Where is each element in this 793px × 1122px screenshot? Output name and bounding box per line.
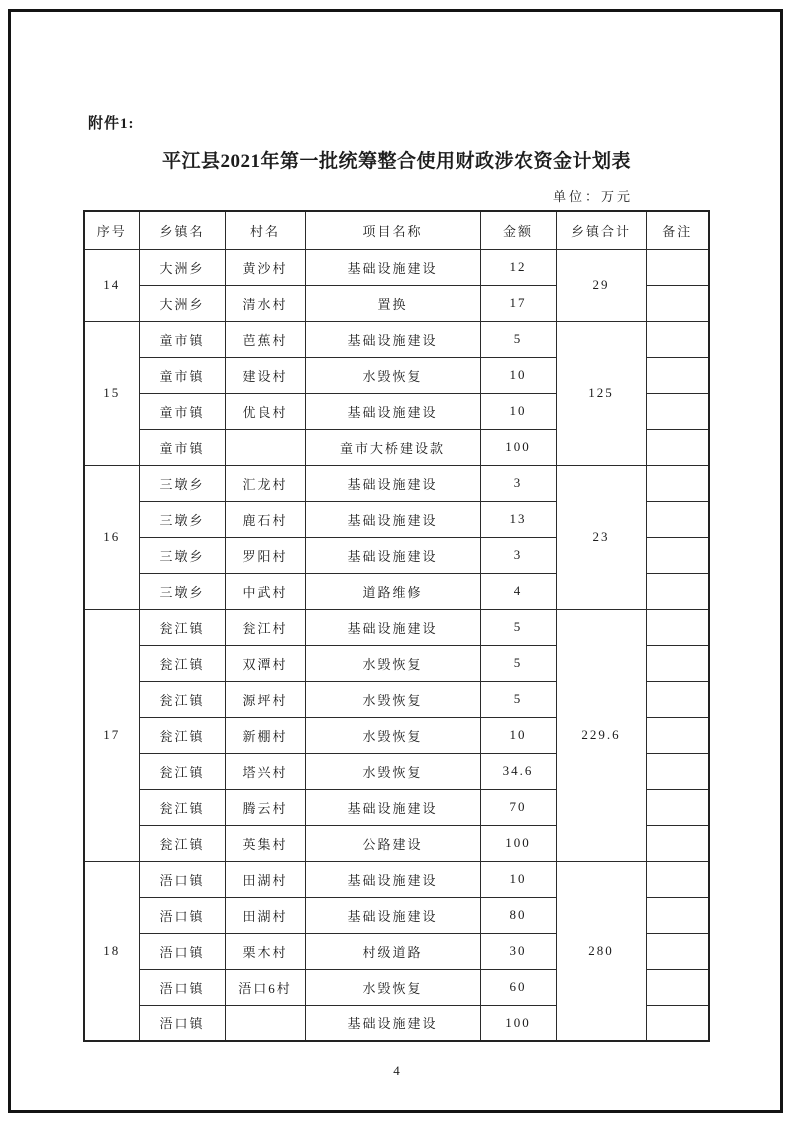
project-cell: 基础设施建设 — [305, 897, 480, 933]
township-cell: 大洲乡 — [139, 249, 225, 285]
project-cell: 基础设施建设 — [305, 393, 480, 429]
table-row — [84, 249, 709, 285]
township-cell: 三墩乡 — [139, 465, 225, 501]
amount-cell: 5 — [480, 681, 556, 717]
village-cell: 优良村 — [225, 393, 305, 429]
amount-cell: 10 — [480, 717, 556, 753]
total-cell: 125 — [556, 321, 646, 465]
project-cell: 村级道路 — [305, 933, 480, 969]
header-village: 村名 — [225, 211, 305, 249]
project-cell: 水毁恢复 — [305, 357, 480, 393]
header-project: 项目名称 — [305, 211, 480, 249]
project-cell: 基础设施建设 — [305, 501, 480, 537]
township-cell: 瓮江镇 — [139, 753, 225, 789]
remark-cell — [646, 609, 709, 645]
unit-label: 单位：万元 — [552, 189, 633, 204]
remark-cell — [646, 933, 709, 969]
attachment-label: 附件1: — [88, 116, 135, 132]
remark-cell — [646, 1005, 709, 1041]
village-cell: 瓮江村 — [225, 609, 305, 645]
amount-cell: 100 — [480, 825, 556, 861]
seq-cell: 17 — [84, 609, 139, 861]
amount-cell: 5 — [480, 321, 556, 357]
header-township-total: 乡镇合计 — [556, 211, 646, 249]
seq-cell: 16 — [84, 465, 139, 609]
township-cell: 浯口镇 — [139, 933, 225, 969]
amount-cell: 80 — [480, 897, 556, 933]
remark-cell — [646, 573, 709, 609]
amount-cell: 12 — [480, 249, 556, 285]
project-cell: 置换 — [305, 285, 480, 321]
header-seq: 序号 — [84, 211, 139, 249]
village-cell — [225, 1005, 305, 1041]
township-cell: 浯口镇 — [139, 969, 225, 1005]
township-cell: 瓮江镇 — [139, 825, 225, 861]
amount-cell: 10 — [480, 861, 556, 897]
township-cell: 三墩乡 — [139, 501, 225, 537]
remark-cell — [646, 825, 709, 861]
remark-cell — [646, 645, 709, 681]
amount-cell: 34.6 — [480, 753, 556, 789]
amount-cell: 30 — [480, 933, 556, 969]
header-remark: 备注 — [646, 211, 709, 249]
amount-cell: 10 — [480, 393, 556, 429]
project-cell: 水毁恢复 — [305, 969, 480, 1005]
village-cell: 腾云村 — [225, 789, 305, 825]
amount-cell: 4 — [480, 573, 556, 609]
remark-cell — [646, 681, 709, 717]
project-cell: 道路维修 — [305, 573, 480, 609]
amount-cell: 60 — [480, 969, 556, 1005]
village-cell — [225, 429, 305, 465]
township-cell: 童市镇 — [139, 321, 225, 357]
amount-cell: 17 — [480, 285, 556, 321]
seq-cell: 14 — [84, 249, 139, 321]
township-cell: 瓮江镇 — [139, 789, 225, 825]
township-cell: 瓮江镇 — [139, 609, 225, 645]
township-cell: 瓮江镇 — [139, 681, 225, 717]
seq-cell: 18 — [84, 861, 139, 1041]
amount-cell: 70 — [480, 789, 556, 825]
remark-cell — [646, 501, 709, 537]
remark-cell — [646, 753, 709, 789]
township-cell: 大洲乡 — [139, 285, 225, 321]
remark-cell — [646, 789, 709, 825]
township-cell: 三墩乡 — [139, 537, 225, 573]
total-cell: 23 — [556, 465, 646, 609]
village-cell: 双潭村 — [225, 645, 305, 681]
amount-cell: 5 — [480, 609, 556, 645]
village-cell: 新棚村 — [225, 717, 305, 753]
table-row — [84, 321, 709, 357]
project-cell: 水毁恢复 — [305, 645, 480, 681]
table-row — [84, 609, 709, 645]
village-cell: 建设村 — [225, 357, 305, 393]
project-cell: 水毁恢复 — [305, 717, 480, 753]
funds-table — [83, 210, 710, 1042]
page-title: 平江县2021年第一批统筹整合使用财政涉农资金计划表 — [161, 151, 631, 172]
amount-cell: 10 — [480, 357, 556, 393]
township-cell: 浯口镇 — [139, 1005, 225, 1041]
township-cell: 浯口镇 — [139, 897, 225, 933]
amount-cell: 3 — [480, 465, 556, 501]
village-cell: 鹿石村 — [225, 501, 305, 537]
village-cell: 中武村 — [225, 573, 305, 609]
total-cell: 29 — [556, 249, 646, 321]
amount-cell: 100 — [480, 1005, 556, 1041]
village-cell: 田湖村 — [225, 897, 305, 933]
township-cell: 浯口镇 — [139, 861, 225, 897]
township-cell: 瓮江镇 — [139, 717, 225, 753]
project-cell: 水毁恢复 — [305, 753, 480, 789]
project-cell: 基础设施建设 — [305, 465, 480, 501]
total-cell: 229.6 — [556, 609, 646, 861]
header-township: 乡镇名 — [139, 211, 225, 249]
remark-cell — [646, 969, 709, 1005]
village-cell: 源坪村 — [225, 681, 305, 717]
project-cell: 童市大桥建设款 — [305, 429, 480, 465]
village-cell: 塔兴村 — [225, 753, 305, 789]
village-cell: 英集村 — [225, 825, 305, 861]
table-row — [84, 465, 709, 501]
township-cell: 童市镇 — [139, 393, 225, 429]
village-cell: 芭蕉村 — [225, 321, 305, 357]
township-cell: 三墩乡 — [139, 573, 225, 609]
remark-cell — [646, 429, 709, 465]
village-cell: 清水村 — [225, 285, 305, 321]
amount-cell: 100 — [480, 429, 556, 465]
project-cell: 基础设施建设 — [305, 609, 480, 645]
remark-cell — [646, 465, 709, 501]
village-cell: 田湖村 — [225, 861, 305, 897]
project-cell: 基础设施建设 — [305, 537, 480, 573]
remark-cell — [646, 537, 709, 573]
page-number: 4 — [393, 1063, 400, 1078]
table-row — [84, 861, 709, 897]
header-amount: 金额 — [480, 211, 556, 249]
total-cell: 280 — [556, 861, 646, 1041]
table-header-row — [84, 211, 709, 249]
remark-cell — [646, 321, 709, 357]
amount-cell: 5 — [480, 645, 556, 681]
project-cell: 公路建设 — [305, 825, 480, 861]
amount-cell: 3 — [480, 537, 556, 573]
amount-cell: 13 — [480, 501, 556, 537]
project-cell: 基础设施建设 — [305, 1005, 480, 1041]
remark-cell — [646, 249, 709, 285]
township-cell: 童市镇 — [139, 357, 225, 393]
township-cell: 童市镇 — [139, 429, 225, 465]
seq-cell: 15 — [84, 321, 139, 465]
township-cell: 瓮江镇 — [139, 645, 225, 681]
remark-cell — [646, 897, 709, 933]
project-cell: 基础设施建设 — [305, 249, 480, 285]
project-cell: 基础设施建设 — [305, 321, 480, 357]
village-cell: 汇龙村 — [225, 465, 305, 501]
village-cell: 罗阳村 — [225, 537, 305, 573]
village-cell: 浯口6村 — [225, 969, 305, 1005]
remark-cell — [646, 357, 709, 393]
remark-cell — [646, 717, 709, 753]
village-cell: 栗木村 — [225, 933, 305, 969]
project-cell: 基础设施建设 — [305, 789, 480, 825]
remark-cell — [646, 393, 709, 429]
remark-cell — [646, 285, 709, 321]
remark-cell — [646, 861, 709, 897]
project-cell: 水毁恢复 — [305, 681, 480, 717]
village-cell: 黄沙村 — [225, 249, 305, 285]
project-cell: 基础设施建设 — [305, 861, 480, 897]
